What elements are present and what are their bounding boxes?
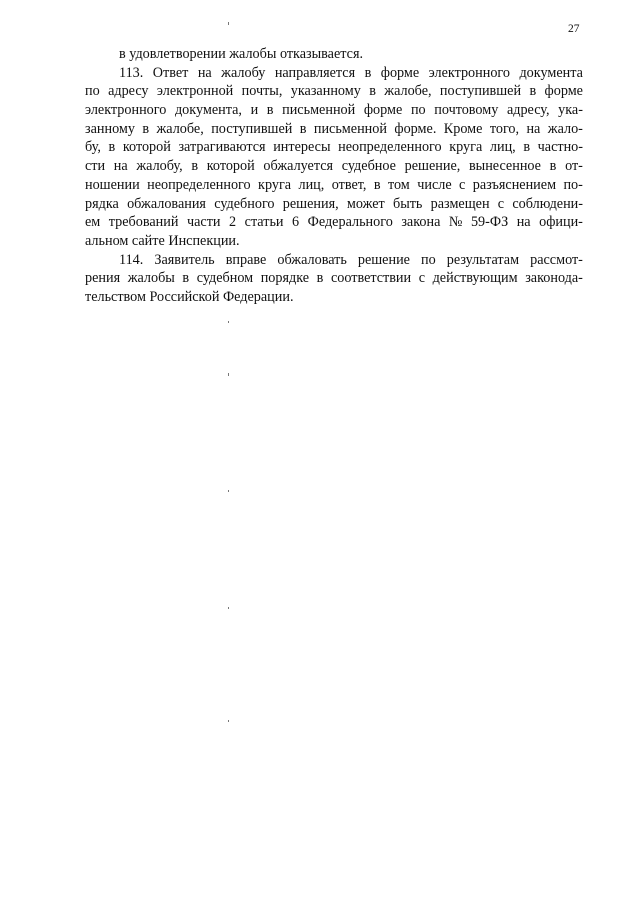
text-line (85, 213, 583, 232)
word: неопределенного (338, 139, 442, 156)
word: письменной (313, 120, 387, 137)
word: круга (449, 139, 483, 156)
word: частно- (537, 139, 583, 156)
scan-speck (228, 607, 229, 609)
word: Заявитель (154, 251, 215, 268)
word: рядка (85, 195, 119, 212)
word: на (516, 214, 531, 231)
word: форме (544, 83, 583, 100)
word: по (421, 251, 436, 268)
word: жалобы (127, 270, 175, 287)
page-number: 27 (568, 23, 580, 35)
word: указанному (290, 83, 361, 100)
word: в (108, 139, 116, 156)
word: жалобу, (136, 158, 183, 175)
word: которой (122, 139, 171, 156)
word: соответствии (330, 270, 412, 287)
word: решения, (282, 195, 339, 212)
word: законода- (525, 270, 583, 287)
text-line (85, 251, 583, 270)
word: результатам (446, 251, 520, 268)
text-line (85, 176, 583, 195)
word: офици- (539, 214, 583, 231)
scan-speck (228, 321, 229, 323)
word: в (523, 139, 531, 156)
word: документа (519, 64, 583, 81)
word: неопределенного (147, 176, 251, 193)
word: затрагиваются (178, 139, 266, 156)
word: занному (85, 120, 135, 137)
word: 6 (292, 214, 300, 231)
word: числе (417, 176, 452, 193)
paragraph-113 (85, 64, 583, 251)
word: 59-ФЗ (470, 214, 509, 231)
word: размещен (430, 195, 490, 212)
scan-speck (228, 490, 229, 492)
word: том (387, 176, 410, 193)
word: с (497, 195, 505, 212)
scan-speck (228, 22, 229, 25)
word: решение (357, 251, 410, 268)
word: в (369, 83, 376, 100)
word: в (182, 270, 190, 287)
word: 113. (119, 64, 144, 81)
word: электронного (85, 102, 167, 119)
word: по- (563, 176, 583, 193)
word: бу, (85, 139, 101, 156)
text-line: альном сайте Инспекции. (85, 232, 240, 249)
word: быть (392, 195, 423, 212)
word: соблюдени- (512, 195, 583, 212)
word: порядке (260, 270, 310, 287)
word: разъяснением (472, 176, 557, 193)
word: в (549, 158, 557, 175)
word: сти (85, 158, 106, 175)
word: рения (85, 270, 121, 287)
word: жалобе, (384, 83, 432, 100)
word: поступившей (211, 120, 293, 137)
word: адресу, (506, 102, 550, 119)
word: и (250, 102, 259, 119)
word: судебное (341, 158, 396, 175)
word: электронного (428, 64, 510, 81)
word: на (113, 158, 128, 175)
word: письменной (282, 102, 356, 119)
scan-speck (228, 720, 229, 722)
word: 2 (229, 214, 237, 231)
word: интересы (273, 139, 331, 156)
word: требований (108, 214, 179, 231)
word: обжаловать (277, 251, 347, 268)
word: того, (489, 120, 520, 137)
word: на (197, 64, 212, 81)
word: форме. (394, 120, 437, 137)
text-line (85, 157, 583, 176)
word: в (316, 270, 324, 287)
word: в (142, 120, 150, 137)
text-line (85, 120, 583, 139)
word: Кроме (443, 120, 483, 137)
word: которой (206, 158, 255, 175)
word: ответ, (331, 176, 367, 193)
word: статьи (244, 214, 284, 231)
word: судебного (214, 195, 275, 212)
word: адресу (108, 83, 149, 100)
word: закона (401, 214, 441, 231)
word: № (448, 214, 463, 231)
word: с (418, 270, 426, 287)
paragraph-114 (85, 251, 583, 307)
text-line (85, 138, 583, 157)
word: по (410, 102, 426, 119)
word: ем (85, 214, 101, 231)
word: может (346, 195, 385, 212)
word: лиц, (489, 139, 516, 156)
word: по (85, 83, 100, 100)
word: поступившей (439, 83, 522, 100)
word: форме (363, 102, 403, 119)
word: в (191, 158, 199, 175)
paragraph-continuation (85, 45, 583, 64)
text-line (85, 195, 583, 214)
word: вправе (225, 251, 267, 268)
word: в (529, 83, 537, 100)
word: обжалования (127, 195, 206, 212)
word: действующим (432, 270, 518, 287)
text-line: тельством Российской Федерации. (85, 288, 294, 305)
text-line (85, 269, 583, 288)
word: почтовому (434, 102, 499, 119)
word: в (373, 176, 381, 193)
text-line (85, 101, 583, 120)
word: 114. (119, 251, 144, 268)
word: в (364, 64, 372, 81)
word: электронной (156, 83, 234, 100)
word: части (186, 214, 221, 231)
word: документа, (174, 102, 242, 119)
word: рассмот- (530, 251, 583, 268)
word: круга (258, 176, 292, 193)
word: судебном (196, 270, 254, 287)
word: жалобу (221, 64, 266, 81)
document-body (85, 45, 583, 307)
text-line: в удовлетворении жалобы отказывается. (119, 46, 364, 62)
word: Федерального (307, 214, 393, 231)
word: форме (380, 64, 420, 81)
word: направляется (274, 64, 356, 81)
text-line (85, 82, 583, 101)
word: ношении (85, 176, 140, 193)
word: почты, (241, 83, 283, 100)
word: в (299, 120, 307, 137)
word: лиц, (298, 176, 325, 193)
word: Ответ (152, 64, 189, 81)
text-line (85, 64, 583, 83)
word: жалобе, (156, 120, 204, 137)
word: в (266, 102, 274, 119)
word: решение, (404, 158, 461, 175)
word: с (459, 176, 466, 193)
word: жало- (547, 120, 583, 137)
word: на (526, 120, 541, 137)
word: вынесенное (468, 158, 541, 175)
word: ука- (558, 102, 583, 119)
scan-speck (228, 373, 229, 376)
word: от- (565, 158, 583, 175)
word: обжалуется (263, 158, 334, 175)
